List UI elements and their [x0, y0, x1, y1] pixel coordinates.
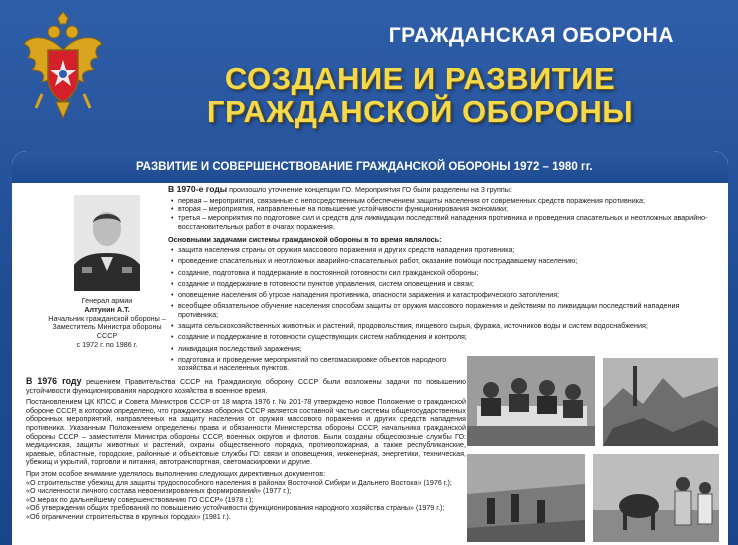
portrait-photo — [74, 195, 140, 291]
intro-lead: В 1970-е годы произошло уточнение концепции ГО. Мероприятия ГО были разделены на 3 группы: — [168, 184, 512, 194]
list-item: • третья – мероприятия по подготовке сил и средств для ликвидации последствий нападения противника и проведения спасательных и неотложных аварийно-восстановительных работ в очагах поражения. — [178, 214, 708, 231]
ruins-photo — [603, 358, 718, 446]
list-item: • создание и поддержание в готовности пунктов управления, систем оповещения и связи; — [178, 280, 708, 289]
section-label: ГРАЖДАНСКАЯ ОБОРОНА — [388, 24, 674, 47]
intro-text-block — [168, 185, 708, 376]
list-item: • создание и поддержание в готовности существующих систем наблюдения и контроля; — [178, 333, 708, 342]
title-line-2: ГРАЖДАНСКОЙ ОБОРОНЫ — [206, 94, 634, 129]
list-item: • всеобщее обязательное обучение населения способам защиты от оружия массового поражения и действиям по ликвидации последствий нападения противника; — [178, 302, 708, 319]
tasks-list — [168, 246, 708, 373]
list-item: • ликвидация последствий заражения; — [178, 345, 708, 354]
list-item: • защита населения страны от оружия массового поражения и других средств нападения противника; — [178, 246, 708, 255]
mchs-emblem-icon — [22, 10, 104, 122]
list-item: • подготовка и проведение мероприятий по светомаскировке объектов народного хозяйства и населенных пунктов. — [178, 356, 448, 373]
title-line-1: СОЗДАНИЕ И РАЗВИТИЕ — [224, 61, 616, 96]
body-paragraph-2: Постановлением ЦК КПСС и Совета Министров СССР от 18 марта 1976 г. № 201-78 утверждено новое Положение о гражданской обороне СССР, в котором определено, что гражданская оборона СССР является составной частью системы общегосударственных оборонных мероприятий, направленных на защиту населения от оружия массового поражения и других средств нападения противника. Указанным Положением определены права и обязанности Министерства обороны СССР, начальника гражданской обороны СССР – заместителя Министра обороны СССР, военных округов и флотов. Были созданы общесоюзные службы ГО: медицинская, защиты животных и растений, охраны общественного порядка, противопожарная, а также республиканские, краевые, областные, городские, районные и объектовые службы ГО: связи и оповещения, инженерная, энергетики, техническая, убежищ и укрытий, торговли и питания, автотранспортная, светомаскировки и другие. — [26, 398, 466, 467]
portrait-caption — [42, 297, 172, 350]
photo-collage — [467, 356, 722, 545]
groups-list — [168, 197, 708, 232]
tasks-heading: Основными задачами системы гражданской обороны в то время являлось: — [168, 234, 442, 244]
body-text-block — [26, 377, 466, 522]
caption-position-2: Заместитель Министра обороны СССР — [52, 322, 162, 341]
list-item: • создание, подготовка и поддержание в постоянной готовности сил гражданской обороны; — [178, 269, 708, 278]
panel-heading: РАЗВИТИЕ И СОВЕРШЕНСТВОВАНИЕ ГРАЖДАНСКОЙ ОБОРОНЫ 1972 – 1980 гг. — [12, 151, 728, 183]
doc-item: «Об утверждении общих требований по повышению устойчивости функционирования народного хозяйства страны» (1979 г.); — [26, 504, 445, 513]
meeting-photo — [467, 356, 595, 446]
doc-item: «О строительстве убежищ для защиты трудоспособного населения в районах Восточной Сибири и Дальнего Востока» (1976 г.); — [26, 478, 452, 487]
body-paragraph-1: В 1976 году решением Правительства СССР на Гражданскую оборону СССР были возложены задачи по повышению устойчивости функционирования народного хозяйства в военное время. — [26, 376, 467, 395]
caption-years: с 1972 г. по 1986 г. — [76, 339, 138, 349]
doc-item: «О численности личного состава невоенизированных формирований» (1977 г.); — [26, 487, 292, 496]
page-title — [120, 62, 720, 128]
caption-name: Алтунин А.Т. — [84, 304, 130, 314]
caption-rank: Генерал армии — [81, 296, 133, 305]
content-panel — [12, 151, 728, 545]
rescue-photo — [467, 454, 585, 542]
list-item: • первая – мероприятия, связанные с непосредственным обеспечением защиты населения от современных средств поражения противника; — [178, 197, 708, 206]
caption-position-1: Начальник гражданской обороны – — [48, 313, 166, 323]
list-item: • защита сельскохозяйственных животных и растений, продовольствия, пищевого сырья, фуража, источников воды и систем водоснабжения; — [178, 322, 708, 331]
livestock-photo — [593, 454, 719, 542]
doc-item: «О мерах по дальнейшему совершенствованию ГО СССР» (1978 г.); — [26, 495, 254, 504]
list-item: • проведение спасательных и неотложных аварийно-спасательных работ, оказание помощи пострадавшему населению; — [178, 257, 708, 266]
list-item: • оповещение населения об угрозе нападения противника, опасности заражения и катастрофического затопления; — [178, 291, 708, 300]
body-paragraph-3: При этом особое внимание уделялось выполнению следующих директивных документов: — [26, 469, 326, 478]
doc-item: «Об ограничении строительства в крупных городах» (1981 г.). — [26, 512, 231, 521]
list-item: • вторая – мероприятия, направленные на повышение устойчивости функционирования экономики; — [178, 205, 708, 214]
